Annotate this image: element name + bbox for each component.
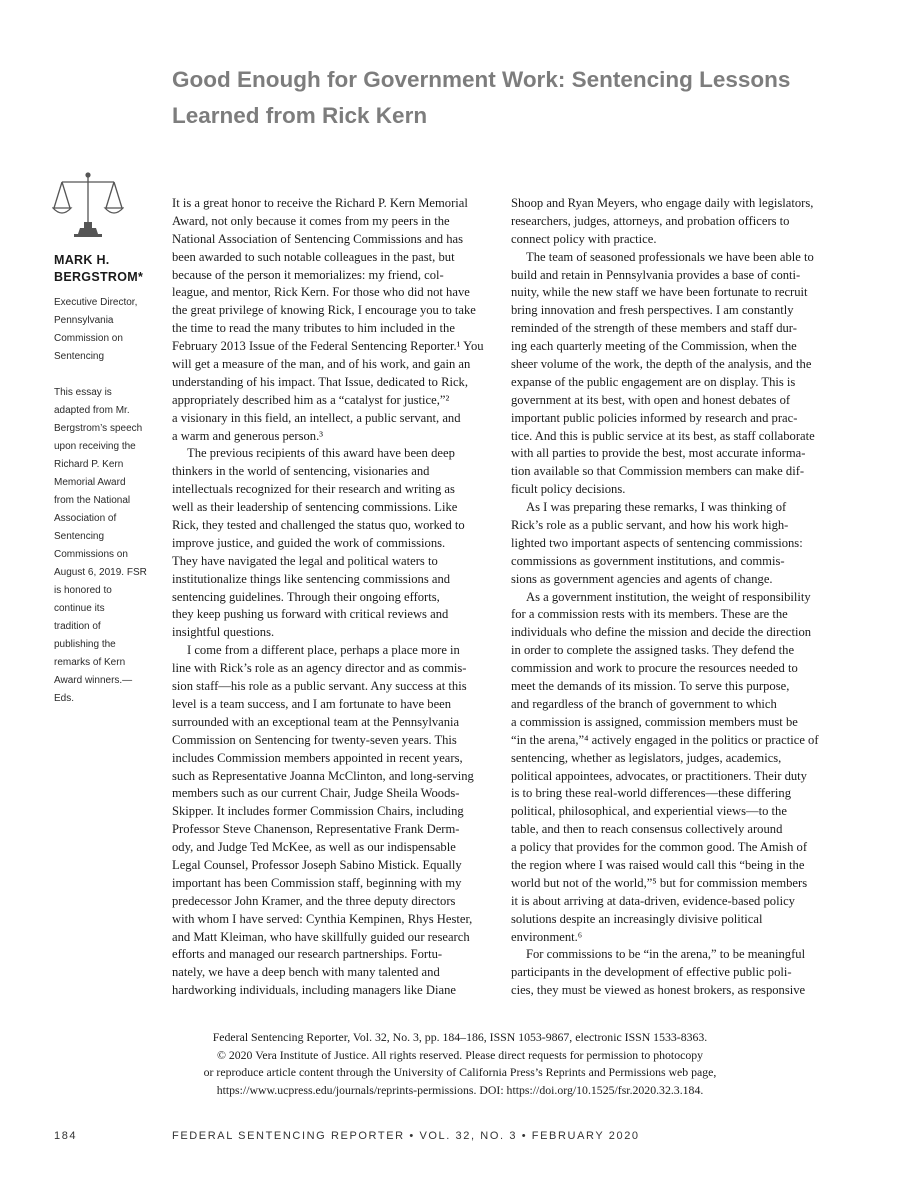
body-text-line: they keep pushing us forward with critical reviews and	[172, 607, 449, 622]
body-text-line: for a commission rests with its members. These are the	[511, 607, 788, 622]
footnote-line: Federal Sentencing Reporter, Vol. 32, No. 3, pp. 184–186, ISSN 1053-9867, electronic ISSN 1533-8363.	[212, 1030, 708, 1044]
affiliation-line: Commission on	[54, 333, 123, 344]
body-text-line: sion staff—his role as a public servant. Any success at this	[172, 679, 467, 694]
body-text-line: a warm and generous person.³	[172, 428, 324, 443]
body-column-right	[511, 195, 841, 1000]
body-text-line: and regardless of the branch of government to which	[511, 696, 777, 711]
body-text-line: As a government institution, the weight of responsibility	[526, 589, 811, 604]
affiliation-line: Sentencing	[54, 351, 105, 362]
body-text-line: sheer volume of the work, the depth of the analysis, and the	[511, 357, 812, 372]
note-line: Eds.	[54, 693, 75, 704]
body-text-line: Professor Steve Chanenson, Representative Frank Derm-	[172, 822, 460, 837]
body-text-line: with whom I have served: Cynthia Kempinen, Rhys Hester,	[172, 911, 473, 926]
body-text-line: commission and work to procure the resources needed to	[511, 661, 798, 676]
body-text-line: political, philosophical, and experiential views—to the	[511, 804, 787, 819]
author-name-line-2: BERGSTROM*	[54, 270, 144, 284]
body-text-line: a visionary in this field, an intellect, a public servant, and	[172, 410, 461, 425]
note-line: This essay is	[54, 387, 112, 398]
editor-note	[54, 384, 164, 708]
body-text-line: Commission on Sentencing for twenty-seven years. This	[172, 732, 457, 747]
body-text-line: National Association of Sentencing Commissions and has	[172, 231, 464, 246]
body-text-line: The previous recipients of this award have been deep	[187, 446, 455, 461]
body-text-line: hardworking individuals, including managers like Diane	[172, 983, 456, 998]
body-text-line: The team of seasoned professionals we have been able to	[526, 249, 814, 264]
body-text-line: lighted two important aspects of sentencing commissions:	[511, 535, 803, 550]
body-text-line: government at its best, with open and honest debates of	[511, 392, 791, 407]
body-text-line: Rick’s role as a public servant, and how his work high-	[511, 518, 789, 533]
author-affiliation	[54, 294, 164, 366]
body-text-line: is to bring these real-world differences—these differing	[511, 786, 792, 801]
body-text-line: table, and then to reach consensus collectively around	[511, 822, 783, 837]
publication-footnote	[150, 1029, 770, 1099]
page-number: 184	[54, 1130, 78, 1142]
article-title-line-2: Learned from Rick Kern	[172, 103, 428, 128]
body-text-line: meet the demands of its mission. To serve this purpose,	[511, 679, 790, 694]
body-text-line: members such as our current Chair, Judge Sheila Woods-	[172, 786, 460, 801]
body-text-line: sions as government agencies and agents of change.	[511, 571, 773, 586]
body-text-line: the time to read the many tributes to him included in the	[172, 321, 455, 336]
body-text-line: tion available so that Commission members can make dif-	[511, 464, 805, 479]
note-line: Commissions on	[54, 549, 128, 560]
body-text-line: individuals who define the mission and decide the direction	[511, 625, 812, 640]
body-text-line: Skipper. It includes former Commission Chairs, including	[172, 804, 464, 819]
body-text-line: solutions despite an increasingly divisive political	[511, 911, 763, 926]
body-text-line: improve justice, and guided the work of commissions.	[172, 535, 446, 550]
note-line: Sentencing	[54, 531, 105, 542]
body-text-line: sentencing, whether as legislators, judges, academics,	[511, 750, 782, 765]
body-text-line: They have navigated the legal and political waters to	[172, 553, 438, 568]
body-text-line: level is a team success, and I am fortunate to have been	[172, 696, 452, 711]
footnote-line: https://www.ucpress.edu/journals/reprints-permissions. DOI: https://doi.org/10.1525/fsr.2020.32.3.184.	[216, 1082, 704, 1097]
body-text-line: because of the person it memorializes: my friend, col-	[172, 267, 444, 282]
body-text-line: thinkers in the world of sentencing, visionaries and	[172, 464, 430, 479]
body-text-line: sentencing guidelines. Through their ongoing efforts,	[172, 589, 440, 604]
body-text-line: efforts and managed our research partnerships. Fortu-	[172, 947, 443, 962]
footnote-line: © 2020 Vera Institute of Justice. All rights reserved. Please direct requests for permission to photocopy	[216, 1047, 704, 1062]
body-text-line: Shoop and Ryan Meyers, who engage daily with legislators,	[511, 196, 814, 210]
body-text-line: “in the arena,”⁴ actively engaged in the politics or practice of	[511, 732, 819, 747]
body-text-line: such as Representative Joanna McClinton, and long-serving	[172, 768, 474, 783]
author-name-line-1: MARK H.	[54, 253, 110, 267]
note-line: Bergstrom’s speech	[54, 423, 143, 434]
body-text-line: It is a great honor to receive the Richard P. Kern Memorial	[172, 196, 468, 210]
body-text-line: ing each quarterly meeting of the Commission, when the	[511, 339, 797, 354]
body-text-line: expanse of the public engagement are on display. This is	[511, 374, 796, 389]
note-line: continue its	[54, 603, 105, 614]
author-name	[54, 252, 164, 286]
body-text-line: build and retain in Pennsylvania provides a base of conti-	[511, 267, 801, 282]
body-text-line: the great privilege of knowing Rick, I encourage you to take	[172, 303, 476, 318]
note-line: Award winners.—	[54, 675, 133, 686]
body-text-line: with all parties to provide the best, most accurate informa-	[511, 446, 806, 461]
body-text-line: ficult policy decisions.	[511, 482, 626, 497]
note-line: upon receiving the	[54, 441, 136, 452]
body-text-line: it is about arriving at data-driven, evidence-based policy	[511, 893, 795, 908]
body-text-line: will get a measure of the man, and of his work, and gain an	[172, 357, 471, 372]
body-text-line: world but not of the world,”⁵ but for commission members	[511, 875, 808, 890]
note-line: tradition of	[54, 621, 101, 632]
note-line: is honored to	[54, 585, 112, 596]
body-text-line: the region where I was raised would call this “being in the	[511, 857, 805, 872]
note-line: August 6, 2019. FSR	[54, 567, 147, 578]
body-text-line: important public policies informed by research and prac-	[511, 410, 798, 425]
body-text-line: ody, and Judge Ted McKee, as well as our indispensable	[172, 840, 456, 855]
body-text-line: nuity, while the new staff we have been fortunate to recruit	[511, 285, 808, 300]
body-text-line: For commissions to be “in the arena,” to be meaningful	[526, 947, 806, 962]
note-line: Memorial Award	[54, 477, 126, 488]
note-line: publishing the	[54, 639, 116, 650]
body-text-line: includes Commission members appointed in recent years,	[172, 750, 463, 765]
body-text-line: As I was preparing these remarks, I was thinking of	[526, 500, 787, 515]
body-text-line: well as their leadership of sentencing commissions. Like	[172, 500, 458, 515]
body-text-line: participants in the development of effective public poli-	[511, 965, 792, 980]
body-text-line: surrounded with an exceptional team at the Pennsylvania	[172, 714, 460, 729]
body-text-line: a policy that provides for the common good. The Amish of	[511, 840, 808, 855]
body-text-line: commissions as government institutions, and commis-	[511, 553, 785, 568]
body-text-line: bring innovation and fresh perspectives. I am constantly	[511, 303, 794, 318]
body-text-line: Legal Counsel, Professor Joseph Sabino Mistick. Equally	[172, 857, 462, 872]
body-text-line: reminded of the strength of these members and staff dur-	[511, 321, 797, 336]
body-text-line: important has been Commission staff, beginning with my	[172, 875, 462, 890]
body-text-line: I come from a different place, perhaps a place more in	[187, 643, 460, 658]
body-text-line: environment.⁶	[511, 929, 583, 944]
footnote-line: or reproduce article content through the University of California Press’s Reprints and Permissions web page,	[203, 1065, 717, 1079]
body-text-line: insightful questions.	[172, 625, 275, 640]
article-title	[172, 62, 872, 134]
body-text-line: league, and mentor, Rick Kern. For those who did not have	[172, 285, 470, 300]
body-text-line: in order to complete the assigned tasks. They defend the	[511, 643, 795, 658]
body-text-line: been awarded to such notable colleagues in the past, but	[172, 249, 455, 264]
note-line: Richard P. Kern	[54, 459, 124, 470]
body-text-line: researchers, judges, attorneys, and probation officers to	[511, 213, 790, 228]
affiliation-line: Executive Director,	[54, 297, 138, 308]
scales-of-justice-icon	[52, 170, 124, 238]
body-text-line: political appointees, advocates, or practitioners. Their duty	[511, 768, 807, 783]
affiliation-line: Pennsylvania	[54, 315, 114, 326]
body-text-line: a commission is assigned, commission members must be	[511, 714, 798, 729]
page-footer	[0, 1130, 918, 1146]
body-column-left	[172, 195, 502, 1000]
note-line: adapted from Mr.	[54, 405, 130, 416]
body-text-line: connect policy with practice.	[511, 231, 657, 246]
body-text-line: Award, not only because it comes from my peers in the	[172, 213, 450, 228]
article-title-line-1: Good Enough for Government Work: Sentencing Lessons	[172, 67, 791, 92]
body-text-line: tice. And this is public service at its best, as staff collaborate	[511, 428, 815, 443]
body-text-line: appropriately described him as a “catalyst for justice,”²	[172, 392, 450, 407]
body-text-line: February 2013 Issue of the Federal Sentencing Reporter.¹ You	[172, 339, 484, 354]
note-line: from the National	[54, 495, 131, 506]
body-text-line: cies, they must be viewed as honest brokers, as responsive	[511, 983, 806, 998]
body-text-line: institutionalize things like sentencing commissions and	[172, 571, 451, 586]
body-text-line: and Matt Kleiman, who have skillfully guided our research	[172, 929, 470, 944]
body-text-line: nately, we have a deep bench with many talented and	[172, 965, 440, 980]
body-text-line: understanding of his impact. That Issue, dedicated to Rick,	[172, 374, 469, 389]
body-text-line: line with Rick’s role as an agency director and as commis-	[172, 661, 467, 676]
body-text-line: Rick, they tested and challenged the status quo, worked to	[172, 518, 465, 533]
note-line: remarks of Kern	[54, 657, 126, 668]
body-text-line: intellectuals recognized for their research and writing as	[172, 482, 455, 497]
note-line: Association of	[54, 513, 117, 524]
body-text-line: predecessor John Kramer, and the three deputy directors	[172, 893, 456, 908]
running-head: FEDERAL SENTENCING REPORTER • VOL. 32, NO. 3 • FEBRUARY 2020	[172, 1130, 640, 1142]
